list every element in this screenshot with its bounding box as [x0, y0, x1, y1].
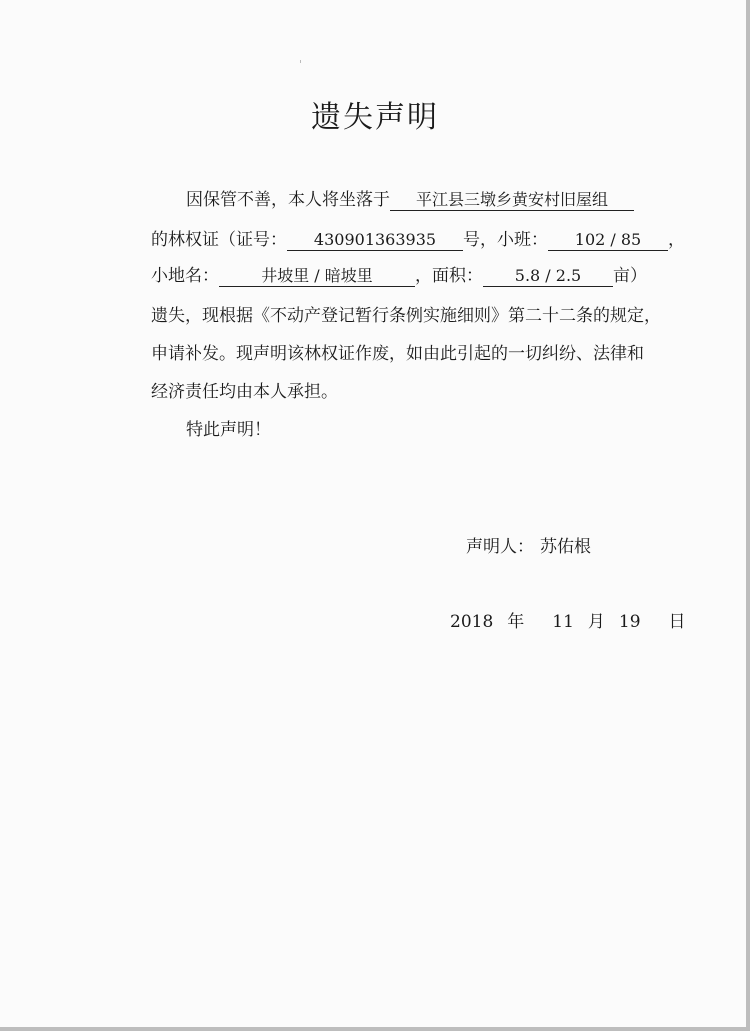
date-month-label: 月	[587, 612, 605, 632]
line-3-prefix: 小地名：	[151, 266, 219, 286]
signer-block	[466, 536, 591, 558]
date-month: 11	[552, 612, 574, 632]
document-title: 遗失声明	[311, 100, 439, 135]
line-3-mid: ，面积：	[415, 266, 483, 286]
statement-line-3	[151, 265, 647, 287]
date-year-label: 年	[507, 612, 525, 632]
area-field: 5.8 / 2.5	[483, 266, 613, 287]
statement-line-6: 经济责任均由本人承担。	[151, 382, 338, 402]
statement-line-5: 申请补发。现声明该林权证作废，如由此引起的一切纠纷、法律和	[151, 344, 644, 364]
date-year: 2018	[450, 612, 494, 632]
scan-speck	[300, 60, 301, 63]
block-field: 102 / 85	[548, 230, 668, 251]
line-2-suffix: ，	[668, 230, 685, 250]
line-1-prefix: 因保管不善，本人将坐落于	[186, 190, 390, 210]
statement-line-2	[151, 229, 685, 251]
statement-line-1	[186, 189, 634, 211]
date-day-label: 日	[668, 612, 686, 632]
line-2-mid: 号，小班：	[463, 230, 548, 250]
date-day: 19	[618, 612, 641, 632]
statement-date	[450, 611, 686, 633]
statement-line-4: 遗失，现根据《不动产登记暂行条例实施细则》第二十二条的规定，	[151, 306, 661, 326]
place-name-field: 井坡里 / 暗坡里	[219, 266, 415, 287]
location-field: 平江县三墩乡黄安村旧屋组	[390, 190, 634, 211]
signer-label: 声明人：	[466, 537, 534, 557]
certificate-number-field: 430901363935	[287, 230, 463, 251]
signer-name: 苏佑根	[540, 537, 591, 557]
statement-closing: 特此声明！	[186, 420, 271, 440]
line-3-suffix: 亩）	[613, 266, 647, 286]
line-2-prefix: 的林权证（证号：	[151, 230, 287, 250]
